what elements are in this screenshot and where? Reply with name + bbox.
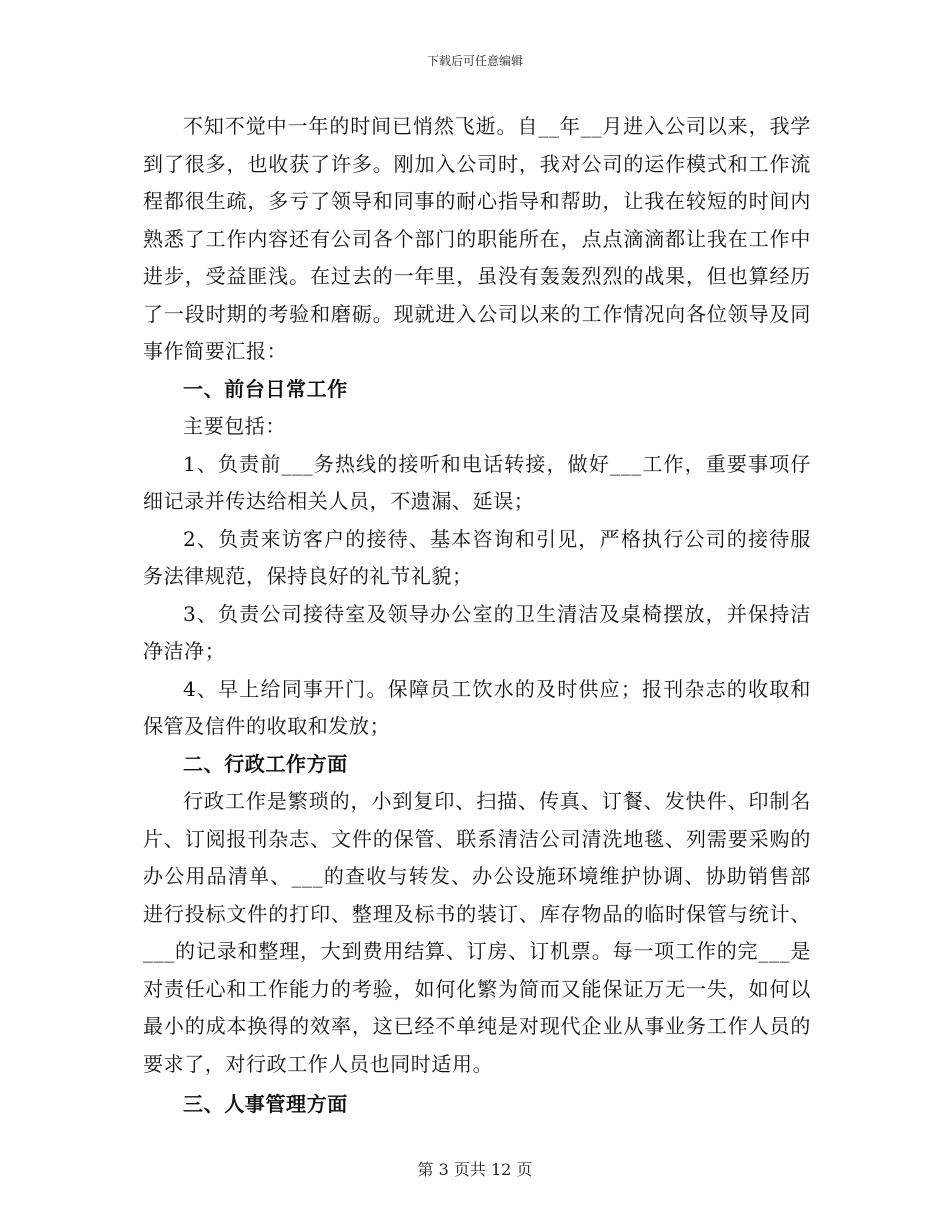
administration-paragraph: 行政工作是繁琐的，小到复印、扫描、传真、订餐、发快件、印制名片、订阅报刊杂志、文件的保管、联系清洁公司清洗地毯、列需要采购的办公用品清单、___的查收与转发、办公设施环境维护协调、协助销售部进行投标文件的打印、整理及标书的装订、库存物品的临时保管与统计、___的记录和整理，大到费用结算、订房、订机票。每一项工作的完___是对责任心和工作能力的考验，如何化繁为简而又能保证万无一失，如何以最小的成本换得的效率，这已经不单纯是对现代企业从事业务工作人员的要求了，对行政工作人员也同时适用。	[143, 789, 811, 1076]
intro-paragraph: 不知不觉中一年的时间已悄然飞逝。自__年__月进入公司以来，我学到了很多，也收获了许多。刚加入公司时，我对公司的运作模式和工作流程都很生疏，多亏了领导和同事的耐心指导和帮助，让我在较短的时间内熟悉了工作内容还有公司各个部门的职能所在，点点滴滴都让我在工作中进步，受益匪浅。在过去的一年里，虽没有轰轰烈烈的战果，但也算经历了一段时期的考验和磨砺。现就进入公司以来的工作情况向各位领导及同事作简要汇报：	[143, 114, 811, 363]
section-heading-front-desk: 一、前台日常工作	[183, 376, 348, 401]
section-heading-administration: 二、行政工作方面	[183, 751, 348, 776]
list-item: 3、负责公司接待室及领导办公室的卫生清洁及桌椅摆放，并保持洁净洁净；	[143, 601, 811, 663]
list-item: 4、早上给同事开门。保障员工饮水的及时供应；报刊杂志的收取和保管及信件的收取和发放；	[143, 676, 811, 738]
document-body	[143, 108, 811, 1124]
list-item: 2、负责来访客户的接待、基本咨询和引见，严格执行公司的接待服务法律规范，保持良好的礼节礼貌；	[143, 526, 811, 588]
section-heading-personnel: 三、人事管理方面	[183, 1092, 348, 1116]
page-header: 下载后可任意编辑	[426, 54, 523, 68]
list-item: 1、负责前___务热线的接听和电话转接，做好___工作，重要事项仔细记录并传达给相关人员，不遗漏、延误；	[143, 451, 811, 513]
section-lead: 主要包括：	[183, 414, 286, 438]
page-number: 第 3 页共 12 页	[417, 1160, 533, 1179]
